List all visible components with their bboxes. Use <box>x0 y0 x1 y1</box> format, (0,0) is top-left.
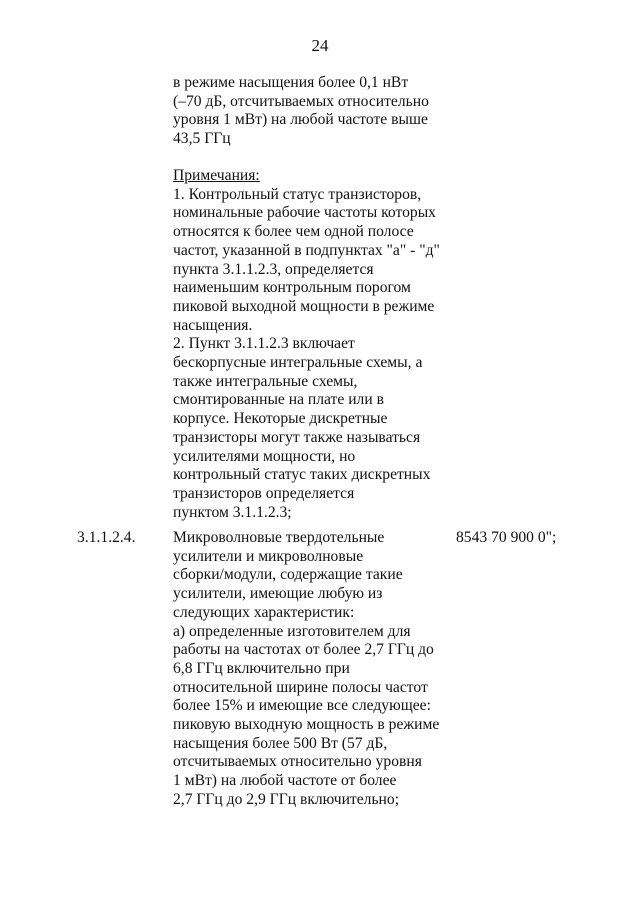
note-line: номинальные рабочие частоты которых <box>173 204 436 222</box>
note-line: пиковой выходной мощности в режиме <box>173 297 435 315</box>
note-line: наименьшим контрольным порогом <box>173 279 411 297</box>
note-line: транзисторы могут также называться <box>173 428 421 446</box>
item-line: следующих характеристик: <box>173 603 355 621</box>
text-line: (–70 дБ, отсчитываемых относительно <box>173 92 429 110</box>
item-code: 8543 70 900 0"; <box>456 529 557 546</box>
notes-section <box>173 167 463 522</box>
continuation-text <box>173 74 463 149</box>
item-line: сборки/модули, содержащие такие <box>173 566 403 584</box>
item-line: более 15% и имеющие все следующее: <box>173 697 431 715</box>
note-line: также интегральные схемы, <box>173 372 358 390</box>
item-line: 1 мВт) на любой частоте от более <box>173 772 397 790</box>
note-line: транзисторов определяется <box>173 484 355 502</box>
item-line: насыщения более 500 Вт (57 дБ, <box>173 734 388 752</box>
item-line: а) определенные изготовителем для <box>173 622 411 640</box>
note-line: 1. Контрольный статус транзисторов, <box>173 185 422 203</box>
item-line: работы на частотах от более 2,7 ГГц до <box>173 641 434 659</box>
item-line: усилители, имеющие любую из <box>173 585 383 603</box>
item-line: усилители и микроволновые <box>173 547 364 565</box>
item-line: пиковую выходную мощность в режиме <box>173 716 440 734</box>
note-line: контрольный статус таких дискретных <box>173 466 431 484</box>
note-line: насыщения. <box>173 316 253 334</box>
item-line: 6,8 ГГц включительно при <box>173 659 350 677</box>
note-line: относятся к более чем одной полосе <box>173 223 414 241</box>
notes-heading: Примечания: <box>173 167 260 184</box>
item-line: относительной ширине полосы частот <box>173 678 428 696</box>
item-line: отсчитываемых относительно уровня <box>173 753 422 771</box>
item-line: 2,7 ГГц до 2,9 ГГц включительно; <box>173 790 400 808</box>
text-line: 43,5 ГГц <box>173 130 231 148</box>
note-line: корпусе. Некоторые дискретные <box>173 410 388 428</box>
text-line: в режиме насыщения более 0,1 нВт <box>173 74 409 91</box>
page-number: 24 <box>311 36 329 55</box>
note-line: пунктом 3.1.1.2.3; <box>173 503 292 521</box>
item-line: Микроволновые твердотельные <box>173 529 385 546</box>
note-line: пункта 3.1.1.2.3, определяется <box>173 260 374 278</box>
item-number: 3.1.1.2.4. <box>77 529 136 546</box>
text-line: уровня 1 мВт) на любой частоте выше <box>173 111 428 129</box>
item-description <box>173 529 463 810</box>
note-line: бескорпусные интегральные схемы, а <box>173 354 423 372</box>
note-line: усилителями мощности, но <box>173 447 356 465</box>
note-line: частот, указанной в подпунктах "а" - "д" <box>173 241 440 259</box>
note-line: смонтированные на плате или в <box>173 391 384 409</box>
note-line: 2. Пункт 3.1.1.2.3 включает <box>173 335 355 353</box>
